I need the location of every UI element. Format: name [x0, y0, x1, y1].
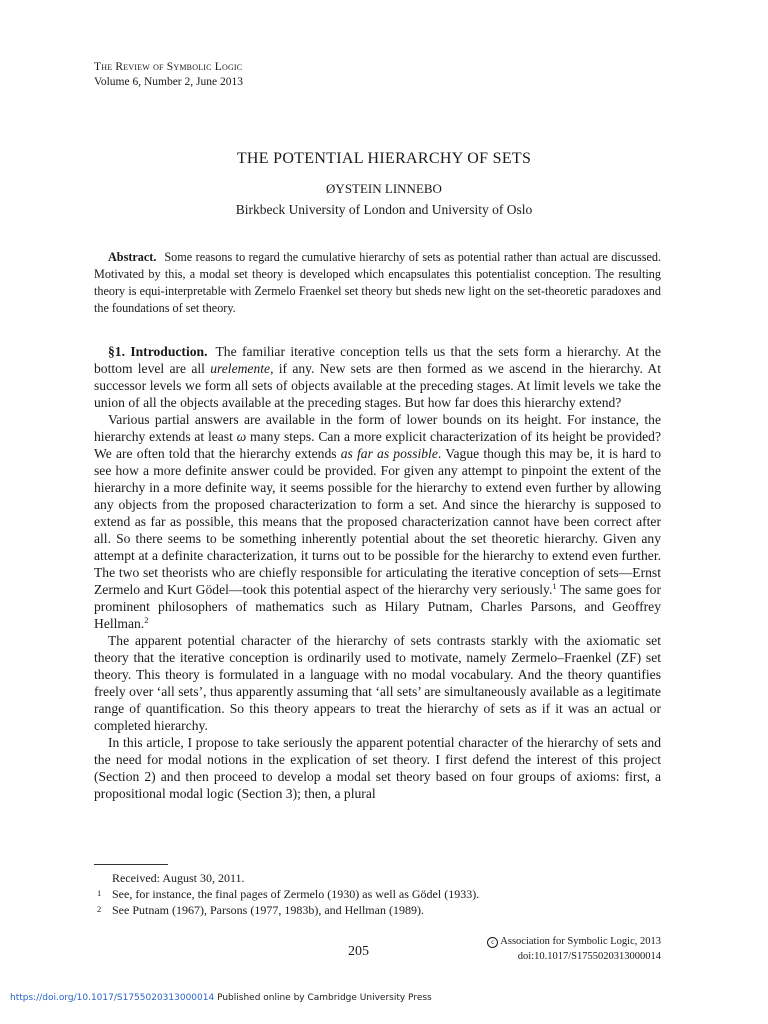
section-heading: §1. Introduction. [108, 344, 208, 359]
journal-name: The Review of Symbolic Logic [94, 61, 243, 73]
p1-text-a: The familiar iterative conception tells us that the sets form a hierarchy. At the bottom level are all [94, 344, 661, 376]
footnote-text: See Putnam (1967), Parsons (1977, 1983b), and Hellman (1989). [112, 903, 424, 917]
publisher-note: Published online by Cambridge University Press [214, 993, 432, 1003]
p2-text-b: many steps. Can a more explicit characterization of its height be provided? We are often told that the hierarchy extends [94, 429, 661, 461]
p2-text-c: . Vague though this may be, it is hard to see how a more definite answer could be provided. For given any attempt to pinpoint the extent of the hierarchy in a more definite way, it seems possible for the hierarchy to extend even further by allowing any objects from the proposed characterization to form a set. And since the hierarchy is supposed to extend as far as possible, this means that the proposed characterization cannot have been correct after all. So there seems to be something inherently potential about the set theoretic hierarchy. Given any attempt at a definite characterization, it turns out to be possible for the hierarchy to extend even further. The two set theorists who are chiefly responsible for articulating the iterative conception of sets—Ernst Zermelo and Kurt Gödel—took this potential aspect of the hierarchy very seriously. [94, 446, 661, 597]
copyright-text: Association for Symbolic Logic, 2013 [500, 936, 661, 947]
paper-author: ØYSTEIN LINNEBO [326, 181, 442, 196]
footnotes [94, 870, 479, 918]
abstract-text: Some reasons to regard the cumulative hierarchy of sets as potential rather than actual are discussed. Motivated by this, a modal set theory is developed which encapsulates this potentialist conception. The resulting theory is equi-interpretable with Zermelo Fraenkel set theory but sheds new light on the set-theoretic paradoxes and the foundations of set theory. [94, 250, 661, 315]
footnote-ref-1[interactable]: 1 [552, 581, 557, 591]
journal-issue: Volume 6, Number 2, June 2013 [94, 76, 243, 88]
doi-link[interactable]: https://doi.org/10.1017/S1755020313000014 [10, 993, 215, 1003]
paper-title: THE POTENTIAL HIERARCHY OF SETS [236, 150, 532, 167]
footnote-rule [94, 864, 168, 865]
p2-emphasis: as far as possible [340, 446, 438, 461]
section-introduction [94, 343, 661, 802]
p2-text-a: Various partial answers are available in the form of lower bounds on its height. For instance, the hierarchy extends at least [94, 412, 661, 444]
paragraph-1 [94, 343, 661, 411]
copyright-icon: c [487, 937, 498, 948]
page-number: 205 [348, 944, 369, 959]
abstract-label: Abstract. [108, 250, 157, 264]
footnote-text: See, for instance, the final pages of Zermelo (1930) as well as Gödel (1933). [112, 887, 480, 901]
copyright-block [487, 934, 661, 964]
paragraph-4: In this article, I propose to take seriously the apparent potential character of the hierarchy of sets and the need for modal notions in the explication of set theory. I first defend the interest of this project (Section 2) and then proceed to develop a modal set theory based on four groups of axioms: first, a propositional modal logic (Section 3); then, a plural [94, 735, 661, 801]
p2-text-d: The same goes for prominent philosophers of mathematics such as Hilary Putnam, Charles Parsons, and Geoffrey Hellman. [94, 582, 661, 631]
paper-affiliation: Birkbeck University of London and University of Oslo [235, 202, 533, 217]
p1-emphasis: urelemente [210, 361, 271, 376]
received-date: Received: August 30, 2011. [112, 871, 245, 885]
paragraph-2 [94, 411, 661, 632]
doi: doi:10.1017/S1755020313000014 [517, 951, 661, 962]
paragraph-3: The apparent potential character of the hierarchy of sets contrasts starkly with the axiomatic set theory that the iterative conception is ordinarily used to motivate, namely Zermelo–Fraenkel (ZF) set theory. This theory is formulated in a language with no modal vocabulary. And the theory quantifies freely over ‘all sets’, thus apparently assuming that ‘all sets’ are simultaneously available as a legitimate range of quantification. So this theory appears to treat the hierarchy of sets as if it was an actual or completed hierarchy. [94, 633, 661, 733]
footnote-2: 2 See Putnam (1967), Parsons (1977, 1983b), and Hellman (1989). [97, 903, 424, 917]
p1-text-b: , if any. New sets are then formed as we ascend in the hierarchy. At successor levels we form all sets of objects available at the preceding stages. At limit levels we take the union of all the objects available at the preceding stages. But how far does this hierarchy extend? [94, 361, 661, 410]
publisher-footer [10, 993, 432, 1003]
footnote-1: 1 See, for instance, the final pages of Zermelo (1930) as well as Gödel (1933). [97, 887, 480, 901]
abstract [94, 249, 661, 317]
omega-symbol: ω [236, 429, 247, 444]
journal-header [94, 60, 243, 90]
footnote-ref-2[interactable]: 2 [144, 615, 149, 625]
